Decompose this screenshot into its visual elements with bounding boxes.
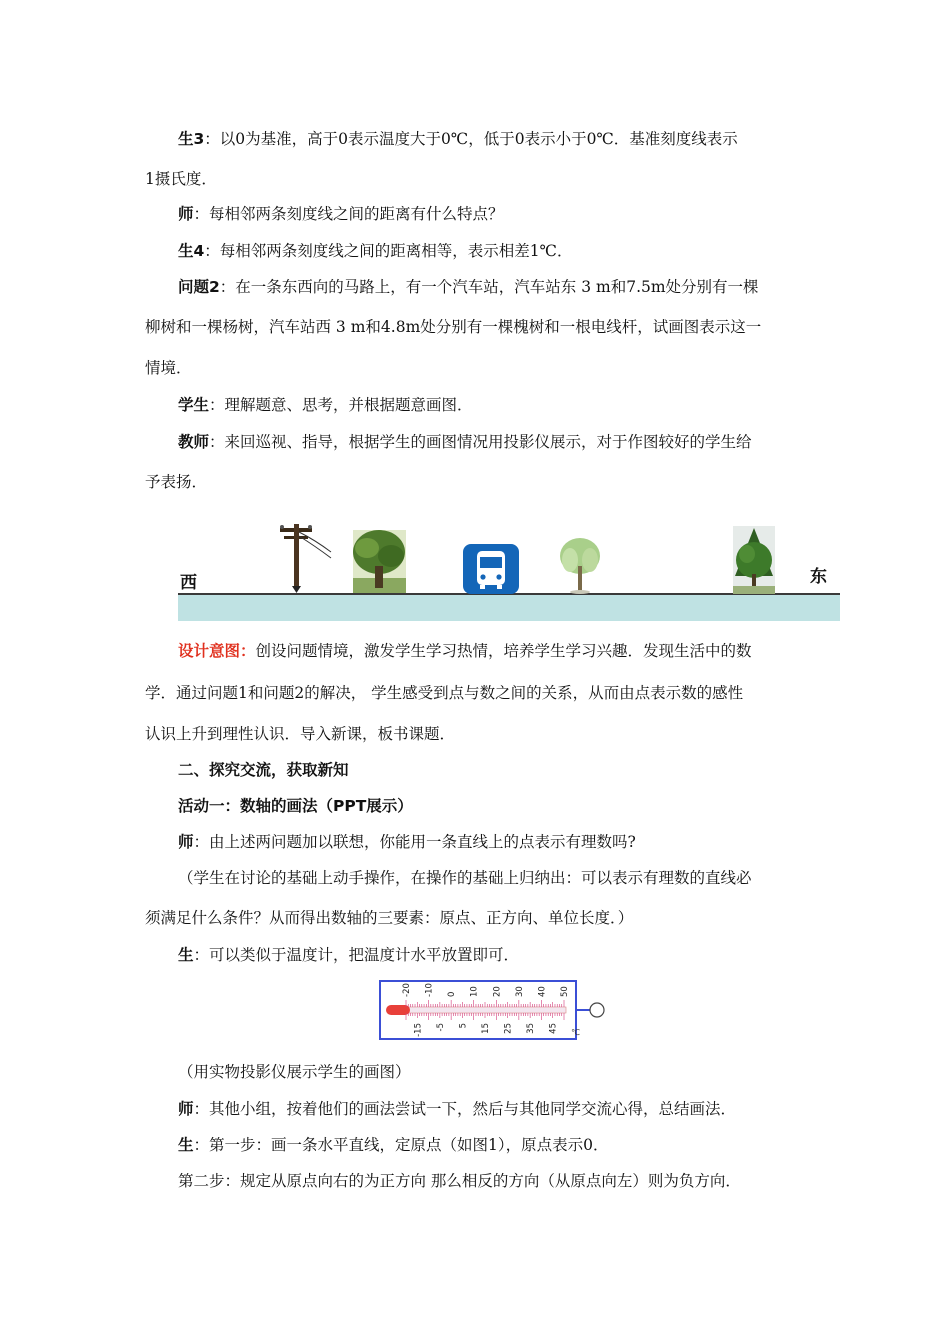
paragraph-paren1-line2: 须满足什么条件？从而得出数轴的三要素：原点、正方向、单位长度．） bbox=[145, 909, 634, 927]
speaker-label: 生3 bbox=[178, 130, 205, 148]
paragraph-s4 bbox=[178, 241, 573, 261]
paragraph-text: ：在一条东西向的马路上，有一个汽车站，汽车站东 3 m和7.5m处分别有一棵 bbox=[219, 278, 759, 296]
thermometer-unit: ℃ bbox=[571, 1028, 580, 1037]
paragraph-t2 bbox=[178, 832, 636, 852]
paragraph-text: ：来回巡视、指导，根据学生的画图情况用投影仪展示，对于作图较好的学生给 bbox=[209, 433, 752, 451]
paragraph-text: ：由上述两问题加以联想，你能用一条直线上的点表示有理数吗? bbox=[193, 833, 636, 851]
design-intent-label: 设计意图： bbox=[178, 642, 256, 660]
speaker-label: 生 bbox=[178, 1136, 194, 1154]
thermometer-label: 40 bbox=[537, 986, 548, 997]
thermometer-label: 30 bbox=[514, 986, 525, 997]
paragraph-q2-line1 bbox=[178, 277, 759, 297]
paragraph-paren1-line1: （学生在讨论的基础上动手操作，在操作的基础上归纳出：可以表示有理数的直线必 bbox=[178, 869, 752, 887]
paragraph-teacher-line2: 予表扬． bbox=[145, 473, 208, 491]
utility-pole-icon bbox=[275, 522, 333, 594]
paragraph-s5 bbox=[178, 945, 519, 965]
paragraph-text: 创设问题情境，激发学生学习热情，培养学生学习兴趣．发现生活中的数 bbox=[255, 642, 752, 660]
paragraph-teacher-line1 bbox=[178, 432, 752, 452]
speaker-label: 学生 bbox=[178, 396, 210, 414]
speaker-label: 师 bbox=[178, 1100, 194, 1118]
east-label: 东 bbox=[810, 567, 827, 587]
thermometer-label: 10 bbox=[469, 986, 480, 997]
thermometer-label: 20 bbox=[492, 986, 503, 997]
thermometer-label: -15 bbox=[413, 1023, 424, 1037]
speaker-label: 师 bbox=[178, 205, 194, 223]
speaker-label: 生 bbox=[178, 946, 194, 964]
thermometer-label: 25 bbox=[503, 1023, 514, 1034]
locust-tree-icon bbox=[353, 530, 406, 593]
thermometer-figure bbox=[378, 975, 610, 1045]
thermometer-label: -5 bbox=[435, 1023, 446, 1032]
paragraph-text: ：第一步：画一条水平直线，定原点（如图1），原点表示0． bbox=[193, 1136, 609, 1154]
paragraph-design-line3: 认识上升到理性认识．导入新课，板书课题． bbox=[145, 725, 456, 743]
paragraph-step2: 第二步：规定从原点向右的为正方向 那么相反的方向（从原点向左）则为负方向． bbox=[178, 1172, 741, 1190]
paragraph-text: ：理解题意、思考，并根据题意画图． bbox=[209, 396, 473, 414]
thermometer-label: 45 bbox=[548, 1023, 559, 1034]
west-label: 西 bbox=[180, 573, 197, 593]
paragraph-t3 bbox=[178, 1099, 736, 1119]
activity-heading: 活动一：数轴的画法（PPT展示） bbox=[178, 797, 413, 815]
paragraph-q2-line2: 柳树和一棵杨树，汽车站西 3 m和4.8m处分别有一棵槐树和一根电线杆，试画图表示这一 bbox=[145, 318, 762, 336]
paragraph-text: ：每相邻两条刻度线之间的距离有什么特点？ bbox=[193, 205, 504, 223]
thermometer-label: 15 bbox=[481, 1023, 491, 1034]
paragraph-s3-line1 bbox=[178, 129, 738, 149]
thermometer-bulb bbox=[386, 1005, 410, 1015]
thermometer-label: -10 bbox=[424, 983, 435, 997]
paragraph-text: ：以0为基准，高于0表示温度大于0℃，低于0表示小于0℃．基准刻度线表示 bbox=[204, 130, 738, 148]
paragraph-paren2: （用实物投影仪展示学生的画图） bbox=[178, 1063, 411, 1081]
bus-stop-icon bbox=[463, 544, 519, 597]
paragraph-student bbox=[178, 395, 473, 415]
thermometer-label: 50 bbox=[560, 986, 570, 997]
paragraph-s6 bbox=[178, 1135, 609, 1155]
paragraph-design-line2: 学．通过问题1和问题2的解决， 学生感受到点与数之间的关系，从而由点表示数的感性 bbox=[145, 684, 744, 702]
paragraph-q2-line3: 情境． bbox=[145, 359, 192, 377]
speaker-label: 教师 bbox=[178, 433, 210, 451]
poplar-tree-icon bbox=[733, 526, 775, 594]
paragraph-t1 bbox=[178, 204, 504, 224]
thermometer-ring bbox=[590, 1003, 604, 1017]
paragraph-text: ：其他小组，按着他们的画法尝试一下，然后与其他同学交流心得，总结画法． bbox=[193, 1100, 737, 1118]
speaker-label: 生4 bbox=[178, 242, 205, 260]
thermometer-label: 0 bbox=[447, 991, 458, 997]
thermometer-tube bbox=[402, 1007, 566, 1013]
willow-tree-icon bbox=[558, 536, 602, 594]
thermometer-label: 5 bbox=[458, 1023, 469, 1029]
section-heading: 二、探究交流，获取新知 bbox=[178, 761, 349, 779]
thermometer-label: -20 bbox=[402, 983, 412, 997]
question-label: 问题2 bbox=[178, 278, 220, 296]
speaker-label: 师 bbox=[178, 833, 194, 851]
paragraph-s3-line2: 1摄氏度． bbox=[145, 170, 217, 188]
paragraph-design-line1 bbox=[178, 641, 752, 661]
paragraph-text: ：每相邻两条刻度线之间的距离相等，表示相差1℃． bbox=[204, 242, 573, 260]
road-strip bbox=[178, 593, 840, 621]
thermometer-label: 35 bbox=[526, 1023, 537, 1034]
paragraph-text: ：可以类似于温度计，把温度计水平放置即可． bbox=[193, 946, 520, 964]
